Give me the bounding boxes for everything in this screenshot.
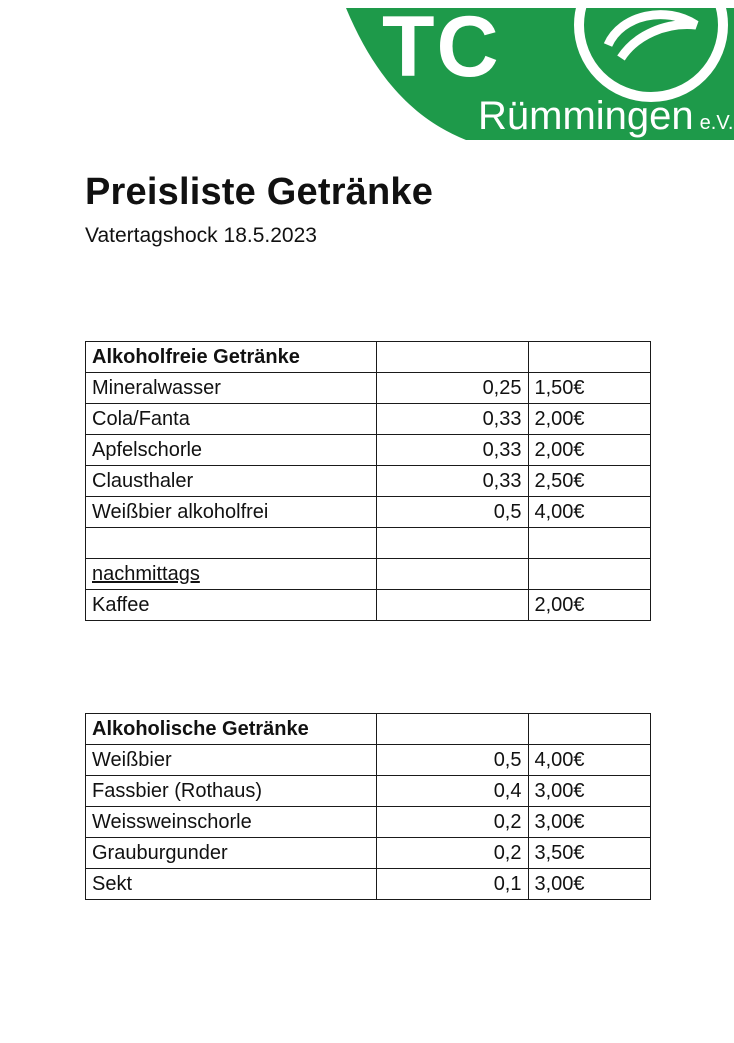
drink-name: Kaffee xyxy=(86,590,377,621)
logo-suffix: e.V. xyxy=(699,112,734,134)
drink-name: Apfelschorle xyxy=(86,435,377,466)
nonalcoholic-price-table xyxy=(85,341,651,621)
drink-name: Weissweinschorle xyxy=(86,807,377,838)
drink-price: 1,50€ xyxy=(528,373,651,404)
page-title: Preisliste Getränke xyxy=(85,171,434,213)
table-row xyxy=(86,435,651,466)
drink-name: Weißbier alkoholfrei xyxy=(86,497,377,528)
table-header: Alkoholfreie Getränke xyxy=(86,342,377,373)
table-row xyxy=(86,807,651,838)
drink-price: 2,00€ xyxy=(528,435,651,466)
drink-volume: 0,33 xyxy=(377,404,528,435)
logo-brand: TC xyxy=(382,0,501,95)
drink-price: 2,50€ xyxy=(528,466,651,497)
drink-price: 4,00€ xyxy=(528,497,651,528)
table-row xyxy=(86,373,651,404)
alcoholic-price-table xyxy=(85,713,651,900)
club-logo xyxy=(346,0,734,140)
drink-volume: 0,33 xyxy=(377,435,528,466)
table-header: Alkoholische Getränke xyxy=(86,714,377,745)
table-row xyxy=(86,590,651,621)
drink-name: Fassbier (Rothaus) xyxy=(86,776,377,807)
table-header-row xyxy=(86,714,651,745)
drink-volume: 0,5 xyxy=(377,497,528,528)
drink-name: Mineralwasser xyxy=(86,373,377,404)
drink-price: 3,50€ xyxy=(528,838,651,869)
drink-name: Weißbier xyxy=(86,745,377,776)
table-row xyxy=(86,466,651,497)
drink-volume: 0,1 xyxy=(377,869,528,900)
table-header-row xyxy=(86,342,651,373)
drink-price: 3,00€ xyxy=(528,807,651,838)
table-row xyxy=(86,745,651,776)
table-row xyxy=(86,869,651,900)
table-row-empty xyxy=(86,528,651,559)
logo-club-name: Rümmingen e.V. xyxy=(478,94,734,138)
drink-name: Clausthaler xyxy=(86,466,377,497)
drink-name: Cola/Fanta xyxy=(86,404,377,435)
drink-volume: 0,33 xyxy=(377,466,528,497)
drink-name: Sekt xyxy=(86,869,377,900)
drink-name: Grauburgunder xyxy=(86,838,377,869)
drink-volume: 0,2 xyxy=(377,838,528,869)
table-row xyxy=(86,776,651,807)
table-row xyxy=(86,838,651,869)
drink-volume: 0,2 xyxy=(377,807,528,838)
drink-price: 2,00€ xyxy=(528,590,651,621)
drink-volume: 0,5 xyxy=(377,745,528,776)
drink-price: 4,00€ xyxy=(528,745,651,776)
drink-price: 3,00€ xyxy=(528,776,651,807)
drink-price: 3,00€ xyxy=(528,869,651,900)
drink-price: 2,00€ xyxy=(528,404,651,435)
table-row xyxy=(86,497,651,528)
page-subtitle: Vatertagshock 18.5.2023 xyxy=(85,224,317,247)
drink-volume: 0,4 xyxy=(377,776,528,807)
table-row xyxy=(86,404,651,435)
section-label-afternoon: nachmittags xyxy=(86,559,377,590)
drink-volume xyxy=(377,590,528,621)
drink-volume: 0,25 xyxy=(377,373,528,404)
table-row xyxy=(86,559,651,590)
